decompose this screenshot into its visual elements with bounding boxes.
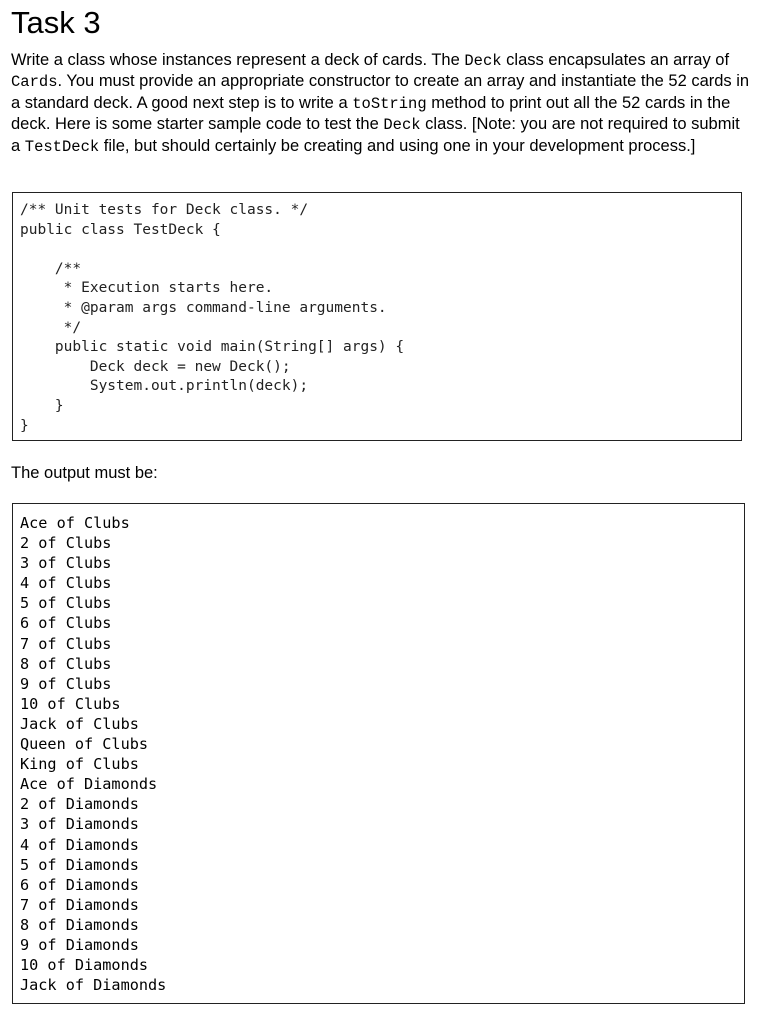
starter-code-box	[12, 192, 742, 441]
output-line: 8 of Clubs	[20, 654, 112, 673]
expected-output-box	[12, 503, 745, 1004]
output-line: 9 of Diamonds	[20, 935, 139, 954]
output-line: 7 of Diamonds	[20, 895, 139, 914]
output-label: The output must be:	[11, 464, 158, 482]
inline-code-testdeck: TestDeck	[24, 137, 100, 156]
desc-text-2: class encapsulates an array of	[501, 51, 730, 69]
inline-code-tostring: toString	[352, 94, 427, 113]
page-title: Task 3	[11, 5, 101, 40]
output-line: 6 of Diamonds	[20, 875, 139, 894]
output-line: 3 of Diamonds	[20, 815, 139, 834]
output-line: 10 of Clubs	[20, 694, 121, 713]
output-line: King of Clubs	[20, 755, 139, 774]
starter-code: /** Unit tests for Deck class. */ public class TestDeck { /** * Execution starts here. * @param args command-line arguments. */ public static void main(String[] args) { Deck deck = new Deck(); System.out.println(deck); } }	[20, 202, 405, 434]
output-line: Queen of Clubs	[20, 735, 149, 754]
desc-text-1: Write a class whose instances represent a deck of cards. The	[11, 51, 465, 69]
inline-code-deck-2: Deck	[383, 116, 421, 135]
output-list	[13, 504, 744, 995]
output-line: 7 of Clubs	[20, 634, 112, 653]
output-line: 6 of Clubs	[20, 614, 112, 633]
output-line: Ace of Diamonds	[20, 775, 158, 794]
output-line: Jack of Clubs	[20, 714, 139, 733]
desc-text-3: . You must provide an appropriate constructor to create an array and instantiate the 52 cards in a standard deck. A good next step is to write a	[11, 72, 750, 112]
output-line: 9 of Clubs	[20, 674, 112, 693]
desc-text-6: file, but should certainly be creating and using one in your development process.]	[99, 136, 696, 155]
output-line: 2 of Diamonds	[20, 795, 139, 814]
output-line: 4 of Diamonds	[20, 835, 139, 854]
output-line: 5 of Clubs	[20, 594, 112, 613]
inline-code-cards: Cards	[11, 73, 58, 92]
output-line: 3 of Clubs	[20, 554, 112, 573]
output-line: 2 of Clubs	[20, 534, 112, 553]
desc-text-4: method to print out all the 52 cards in the deck. Here is some starter sample code to test the	[11, 93, 731, 134]
output-line: 4 of Clubs	[20, 574, 112, 593]
inline-code-deck: Deck	[464, 52, 502, 70]
output-line: 10 of Diamonds	[20, 956, 149, 975]
output-line: Ace of Clubs	[20, 514, 130, 532]
task-description	[11, 50, 751, 157]
output-line: Jack of Diamonds	[20, 976, 167, 995]
output-line: 5 of Diamonds	[20, 855, 139, 874]
desc-text-5: class. [Note: you are not required to submit a	[11, 115, 740, 155]
output-line: 8 of Diamonds	[20, 915, 139, 934]
